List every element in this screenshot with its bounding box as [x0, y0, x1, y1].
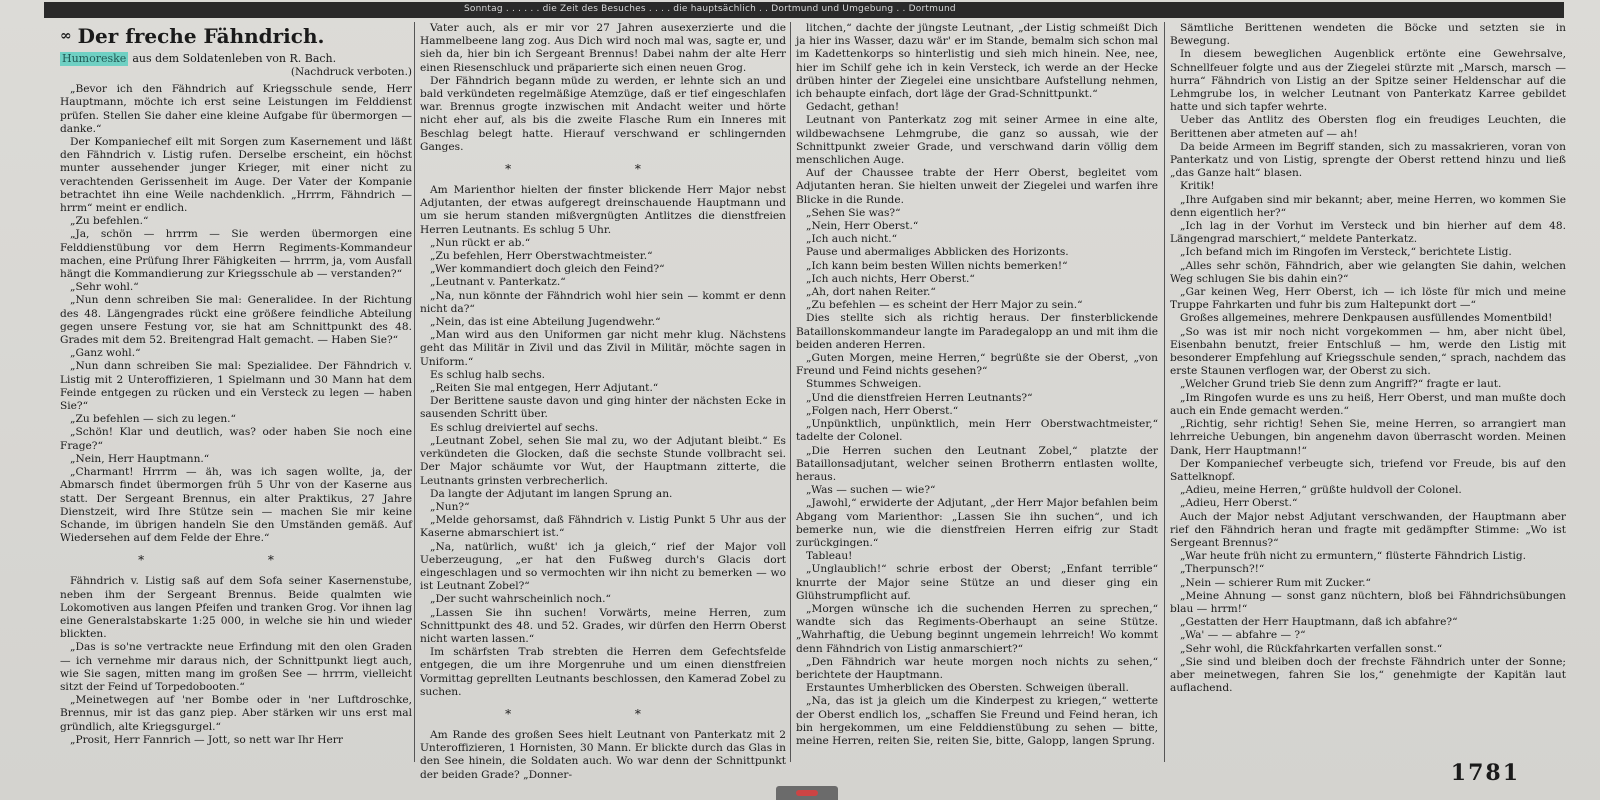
paragraph: „Den Fähndrich war heute morgen noch nichts zu sehen,“ berichtete der Hauptmann. [796, 655, 1158, 681]
masthead-rule [44, 2, 1564, 18]
paragraph: „Jawohl,“ erwiderte der Adjutant, „der Herr Major befahlen beim Abgang vom Marienthor: „Lassen Sie ihn suchen“, und ich bemerke nun, wie die dienstfreien Herren eifrig zur Stadt zurückgingen.“ [796, 497, 1158, 549]
paragraph: „Na, nun könnte der Fähndrich wohl hier sein — kommt er denn nicht da?“ [420, 289, 786, 315]
paragraph: „Das is so'ne vertrackte neue Erfindung mit den olen Graden — ich vernehme mir daraus nich, der Schnittpunkt liegt auch, wie Sie sagen, mitten mang im großen See — hrrrm, vielleicht sitzt der Feind uf Torpedobooten.“ [60, 641, 412, 693]
paragraph: Da langte der Adjutant im langen Sprung an. [430, 487, 673, 500]
paragraph: Der Fähndrich begann müde zu werden, er lehnte sich an und bald verkündeten regelmäßige Atemzüge, daß er tief eingeschlafen war. Brennus grogte inzwischen mit Andacht weiter und hörte nicht eher auf, als bis die zweite Flasche Rum ein Inneres mit Beschlag belegt hatte. Hierauf verschwand er schlingernden Ganges. [420, 74, 786, 153]
paragraph: „Nein — schierer Rum mit Zucker.“ [1180, 576, 1371, 589]
paragraph: „Lassen Sie ihn suchen! Vorwärts, meine Herren, zum Schnittpunkt des 48. und 52. Grades, wir dürfen den Herrn Oberst nicht warten lassen.“ [420, 606, 786, 645]
column-1 [60, 22, 412, 774]
paragraph: „Und die dienstfreien Herren Leutnants?“ [806, 391, 1033, 404]
paragraph: „Sehr wohl.“ [70, 281, 139, 294]
paragraph: Sämtliche Berittenen wendeten die Böcke und setzten sie in Bewegung. [1170, 22, 1566, 48]
paragraph: „War heute früh nicht zu ermuntern,“ flüsterte Fähndrich Listig. [1180, 550, 1526, 563]
paragraph: „Sie sind und bleiben doch der frechste Fähndrich unter der Sonne; aber meinetwegen, fahren Sie los,“ genehmigte der Kapitän laut auflachend. [1170, 655, 1566, 695]
paragraph: „Nun denn schreiben Sie mal: Generalidee. In der Richtung des 48. Längengrades rückt eine größere feindliche Abteilung gegen unsere Festung vor, sie hat am Schnittpunkt des 48. Grades mit dem 52. Breitengrad Halt gemacht. — Haben Sie?“ [60, 294, 412, 347]
column-3-body [796, 22, 1158, 748]
paragraph: „Die Herren suchen den Leutnant Zobel,“ platzte der Bataillonsadjutant, welcher seinen Brotherrn entlasten wollte, heraus. [796, 444, 1158, 483]
paragraph: Am Rande des großen Sees hielt Leutnant von Panterkatz mit 2 Unteroffizieren, 1 Hornisten, 30 Mann. Er blickte durch das Glas in den See hinein, die Soldaten auch. Wo war denn der Schnittpunkt der beiden Grade? „Donner- [420, 728, 786, 781]
paragraph: Da beide Armeen im Begriff standen, sich zu massakrieren, voran von Panterkatz und von Listig, sprengte der Oberst rettend hinzu und ließ „das Ganze halt“ blasen. [1170, 140, 1566, 180]
paragraph: litchen,“ dachte der jüngste Leutnant, „der Listig schmeißt Dich ja hier ins Wasser, dazu wär' er im Stande, bemalm sich schon mal im Kadettenkorps so hinterlistig und sieh mich hinein. Nee, nee, hier im Schilf gehe ich in kein Versteck, ich werde an der Hecke drüben hinter der Ziegelei eine unsichtbare Aufstellung nehmen, ich behaupte einfach, dort läge der Grad-Schnittpunkt.“ [796, 22, 1158, 101]
paragraph: „Sehr wohl, die Rückfahrkarten verfallen sonst.“ [1180, 642, 1443, 655]
paragraph: Der Berittene sauste davon und ging hinter der nächsten Ecke in sausenden Schritt über. [420, 395, 786, 421]
paragraph: „Gar keinen Weg, Herr Oberst, ich — ich löste für mich und meine Truppe Fahrkarten und fuhr bis zum Haltepunkt dort —“ [1170, 286, 1566, 312]
paragraph: Auf der Chaussee trabte der Herr Oberst, begleitet vom Adjutanten heran. Sie hielten unweit der Ziegelei und warfen ihre Blicke in die Runde. [796, 167, 1158, 206]
paragraph: Am Marienthor hielten der finster blickende Herr Major nebst Adjutanten, der etwas aufgeregt dreinschauende Hauptmann und um sie herum standen mißvergnügten Antlitzes die dienstfreien Herren Leutnants. Es schlug 5 Uhr. [420, 184, 786, 236]
paragraph: Ueber das Antlitz des Obersten flog ein freudiges Leuchten, die Berittenen aber atmeten auf — ah! [1170, 114, 1566, 140]
paragraph: „Gestatten der Herr Hauptmann, daß ich abfahre?“ [1180, 616, 1458, 629]
column-3 [796, 22, 1158, 774]
paragraph: „Leutnant v. Panterkatz.“ [430, 276, 566, 289]
article-title-row [60, 24, 412, 48]
paragraph: „Wa' — — abfahre — ?“ [1180, 629, 1306, 642]
paragraph: „So was ist mir noch nicht vorgekommen — hm, aber nicht übel, Eisenbahn benutzt, freier Entschluß — hm, werde den Listig mit besonderer Empfehlung auf Kriegsschule senden,“ sprach, nachdem das erste Staunen verflogen war, der Oberst zu sich. [1170, 325, 1566, 378]
paragraph: „Zu befehlen — es scheint der Herr Major zu sein.“ [806, 299, 1083, 312]
paragraph: „Man wird aus den Uniformen gar nicht mehr klug. Nächstens geht das Militär in Zivil und das Zivil in Militär, möchte sagen in Uniform.“ [420, 329, 786, 368]
paragraph: „Sehen Sie was?“ [806, 206, 901, 219]
paragraph: Auch der Major nebst Adjutant verschwanden, der Hauptmann aber rief den Fähndrich heran und fragte mit gedämpfter Stimme: „Wo ist Sergeant Brennus?“ [1170, 510, 1566, 549]
paragraph: In diesem beweglichen Augenblick ertönte eine Gewehrsalve, Schnellfeuer folgte und aus der Ziegelei stürzte mit „Marsch, marsch — hurra“ Fähndrich von Listig an der Spitze seiner Heldenschar auf die Lehmgrube los, in welcher Leutnant von Panterkatz Karree gebildet hatte und sich tapfer wehrte. [1170, 48, 1566, 114]
paragraph: „Guten Morgen, meine Herren,“ begrüßte sie der Oberst, „von Freund und Feind nichts gesehen?“ [796, 352, 1158, 378]
viewer-toolbar-tab[interactable] [776, 786, 838, 800]
paragraph: „Ich auch nicht.“ [806, 233, 898, 246]
paragraph: „Ich lag in der Vorhut im Versteck und bin hierher auf dem 48. Längengrad marschiert,“ meldete Panterkatz. [1170, 220, 1566, 246]
paragraph: „Therpunsch?!“ [1180, 563, 1265, 576]
paragraph: „Schön! Klar und deutlich, was? oder haben Sie noch eine Frage?“ [60, 426, 412, 452]
paragraph: „Alles sehr schön, Fähndrich, aber wie gelangten Sie dahin, welchen Weg schlugen Sie bis dahin ein?“ [1170, 259, 1566, 285]
paragraph: „Richtig, sehr richtig! Sehen Sie, meine Herren, so arrangiert man lehrreiche Uebungen, bin angenehm davon überrascht worden. Meinen Dank, Herr Hauptmann!“ [1170, 418, 1566, 457]
masthead-text: Sonntag . . . . . . die Zeit des Besuches . . . . die hauptsächlich . . Dortmund und Umgebung . . Dortmund [464, 4, 956, 14]
paragraph: „Meinetwegen auf 'ner Bombe oder in 'ner Luftdroschke, Brennus, mir ist das ganz piep. Aber stärken wir uns erst mal gründlich, alte Kriegsgurgel.“ [60, 694, 412, 733]
section-separator: * * [138, 553, 334, 568]
paragraph: „Zu befehlen — sich zu legen.“ [70, 413, 236, 426]
section-separator: * * [505, 162, 701, 177]
paragraph: „Na, das ist ja gleich um die Kinderpest zu kriegen,“ wetterte der Oberst endlich los, „schaffen Sie Freund und Feind heran, ich bin hergekommen, um eine Felddienstübung zu sehen — bitte, meine Herren, reiten Sie, reiten Sie, bitte, Galopp, langen Sprung. [796, 695, 1158, 747]
paragraph: „Adieu, meine Herren,“ grüßte huldvoll der Colonel. [1180, 484, 1462, 497]
paragraph: „Nun rückt er ab.“ [430, 236, 531, 249]
paragraph: „Ja, schön — hrrrm — Sie werden übermorgen eine Felddienstübung vor dem Herrn Regiments-Kommandeur machen, eine Prüfung Ihrer Fähigkeiten — hrrrm, ja, vom Ausfall hängt die Kommandierung zur Kriegsschule ab — verstanden?“ [60, 228, 412, 281]
paragraph: Tableau! [806, 550, 853, 563]
paragraph: „Na, natürlich, wußt' ich ja gleich,“ rief der Major voll Ueberzeugung, „er hat den Fußweg durch's Glacis dort eingeschlagen und so vermochten wir ihn nicht zu bemerken — wo ist Leutnant Zobel?“ [420, 540, 786, 593]
column-divider [1164, 22, 1165, 762]
paragraph: Pause und abermaliges Abblicken des Horizonts. [806, 246, 1069, 259]
column-divider [414, 22, 415, 762]
paragraph: „Welcher Grund trieb Sie denn zum Angriff?“ fragte er laut. [1180, 378, 1502, 391]
paragraph: „Meine Ahnung — sonst ganz nüchtern, bloß bei Fähndrichsübungen blau — hrrm!“ [1170, 589, 1566, 615]
paragraph: „Nun?“ [430, 500, 470, 513]
paragraph: „Nun dann schreiben Sie mal: Spezialidee. Der Fähndrich v. Listig mit 2 Unteroffizieren, 1 Spielmann und 30 Mann hat dem Feinde entgegen zu rücken und ein Versteck zu legen — haben Sie?“ [60, 360, 412, 413]
paragraph: Der Kompaniechef eilt mit Sorgen zum Kasernement und läßt den Fähndrich v. Listig rufen. Derselbe erscheint, ein höchst munter aussehender junger Krieger, mit einer nicht zu verachtenden Gerissenheit im Auge. Der Vater der Kompanie betrachtet ihn eine Weile nachdenklich. „Hrrrm, Fähndrich — hrrm“ meint er endlich. [60, 136, 412, 215]
paragraph: Im schärfsten Trab strebten die Herren dem Gefechtsfelde entgegen, die um ihre Morgenruhe und um einen dienstfreien Vormittag geprellten Leutnants beschlossen, den Kamerad Zobel zu suchen. [420, 646, 786, 698]
paragraph: „Melde gehorsamst, daß Fähndrich v. Listig Punkt 5 Uhr aus der Kaserne abmarschiert ist.“ [420, 514, 786, 540]
paragraph: „Adieu, Herr Oberst.“ [1180, 497, 1298, 510]
paragraph: „Ich befand mich im Ringofen im Versteck,“ berichtete Listig. [1180, 246, 1512, 259]
column-4 [1170, 22, 1566, 774]
paragraph: „Zu befehlen, Herr Oberstwachtmeister.“ [430, 250, 653, 263]
rights-notice: (Nachdruck verboten.) [290, 66, 412, 78]
paragraph: „Ich auch nichts, Herr Oberst.“ [806, 272, 975, 285]
article-subtitle [60, 52, 412, 66]
paragraph: „Unpünktlich, unpünktlich, mein Herr Oberstwachtmeister,“ tadelte der Colonel. [796, 418, 1158, 444]
column-2 [420, 22, 786, 781]
paragraph: „Ich kann beim besten Willen nichts bemerken!“ [806, 259, 1068, 272]
paragraph: Gedacht, gethan! [806, 101, 900, 114]
subtitle-text: aus dem Soldatenleben von R. Bach. [132, 52, 337, 65]
paragraph: „Morgen wünsche ich die suchenden Herren zu sprechen,“ wandte sich das Regiments-Oberhaupt an seine Stütze. „Wahrhaftig, die Uebung beginnt ungemein lehrreich! Wo kommt denn Fähndrich von Listig anmarschiert?“ [796, 602, 1158, 655]
paragraph: Vater auch, als er mir vor 27 Jahren ausexerzierte und die Hammelbeene lang zog. Aus Dich wird noch mal was, sagte er, und sieh da, hier bin ich Sergeant Brennus! Dabei nahm der alte Herr einen Riesenschluck und präparierte sich einen neuen Grog. [420, 22, 786, 74]
paragraph: „Nein, das ist eine Abteilung Jugendwehr.“ [430, 316, 661, 329]
paragraph: „Nein, Herr Oberst.“ [806, 220, 919, 233]
paragraph: „Im Ringofen wurde es uns zu heiß, Herr Oberst, und man mußte doch auch ein Ende gemacht werden.“ [1170, 391, 1566, 417]
paragraph: „Charmant! Hrrrm — äh, was ich sagen wollte, ja, der Abmarsch findet übermorgen früh 5 Uhr von der Kaserne aus statt. Der Sergeant Brennus, ein alter Praktikus, 27 Jahre Dienstzeit, wird Ihre Stütze sein — machen Sie mir keine Schande, im übrigen handeln Sie den Umständen gemäß. Auf Wiedersehen auf dem Felde der Ehre.“ [60, 466, 412, 545]
article-title: Der freche Fähndrich. [77, 24, 325, 48]
paragraph: Es schlug dreiviertel auf sechs. [430, 421, 599, 434]
paragraph: Der Kompaniechef verbeugte sich, triefend vor Freude, bis auf den Sattelknopf. [1170, 457, 1566, 483]
column-divider [790, 22, 791, 762]
section-separator: * * [505, 706, 701, 721]
paragraph: „Der sucht wahrscheinlich noch.“ [430, 593, 611, 606]
paragraph: Erstauntes Umherblicken des Obersten. Schweigen überall. [806, 682, 1129, 695]
paragraph: „Wer kommandiert doch gleich den Feind?“ [430, 263, 665, 276]
highlighted-word[interactable]: Humoreske [62, 52, 127, 65]
paragraph: „Bevor ich den Fähndrich auf Kriegsschule sende, Herr Hauptmann, möchte ich erst seine Leistungen im Felddienst prüfen. Stellen Sie daher eine kleine Aufgabe für übermorgen — danke.“ [60, 83, 412, 135]
paragraph: Es schlug halb sechs. [430, 368, 546, 381]
paragraph: „Unglaublich!“ schrie erbost der Oberst; „Enfant terrible“ knurrte der Major seine Stütze an und dieser ging ein Glühstrumpflicht auf. [796, 563, 1158, 602]
paragraph: „Prosit, Herr Fannrich — Jott, so nett war Ihr Herr [70, 733, 343, 746]
paragraph: „Was — suchen — wie?“ [806, 484, 936, 497]
paragraph: „Folgen nach, Herr Oberst.“ [806, 404, 959, 417]
paragraph: Kritik! [1180, 180, 1215, 193]
paragraph: „Zu befehlen.“ [70, 215, 149, 228]
paragraph: „Ah, dort nahen Reiter.“ [806, 286, 936, 299]
column-1-body [60, 83, 412, 747]
ornament-icon: ∞ [60, 28, 72, 44]
paragraph: Stummes Schweigen. [806, 378, 922, 391]
column-2-body [420, 22, 786, 782]
paragraph: Dies stellte sich als richtig heraus. Der finsterblickende Bataillonskommandeur langte im Paradegalopp an und mit ihm die beiden anderen Herren. [796, 312, 1158, 351]
paragraph: „Ganz wohl.“ [70, 347, 141, 360]
column-4-body [1170, 22, 1566, 695]
paragraph: „Ihre Aufgaben sind mir bekannt; aber, meine Herren, wo kommen Sie denn eigentlich her?“ [1170, 193, 1566, 219]
paragraph: Großes allgemeines, mehrere Denkpausen ausfüllendes Momentbild! [1180, 312, 1553, 325]
paragraph: Fähndrich v. Listig saß auf dem Sofa seiner Kasernenstube, neben ihm der Sergeant Brennus. Beide qualmten wie Lokomotiven aus langen Pfeifen und tranken Grog. Vor ihnen lag eine Generalstabskarte 1:25 000, in welche sie hin und wieder blickten. [60, 575, 412, 641]
page-number: 1781 [1450, 760, 1520, 786]
paragraph: „Leutnant Zobel, sehen Sie mal zu, wo der Adjutant bleibt.“ Es verkündeten die Glocken, daß die sechste Stunde vollbracht sei. Der Major schäumte vor Wut, der Hauptmann zitterte, die Leutnants grinsten verbrecherlich. [420, 434, 786, 487]
paragraph: „Reiten Sie mal entgegen, Herr Adjutant.“ [430, 382, 659, 395]
paragraph: „Nein, Herr Hauptmann.“ [70, 452, 210, 465]
paragraph: Leutnant von Panterkatz zog mit seiner Armee in eine alte, wildbewachsene Lehmgrube, die ganz so aussah, wie der Schnittpunkt zweier Grade, und verschwand darin völlig dem menschlichen Auge. [796, 114, 1158, 167]
